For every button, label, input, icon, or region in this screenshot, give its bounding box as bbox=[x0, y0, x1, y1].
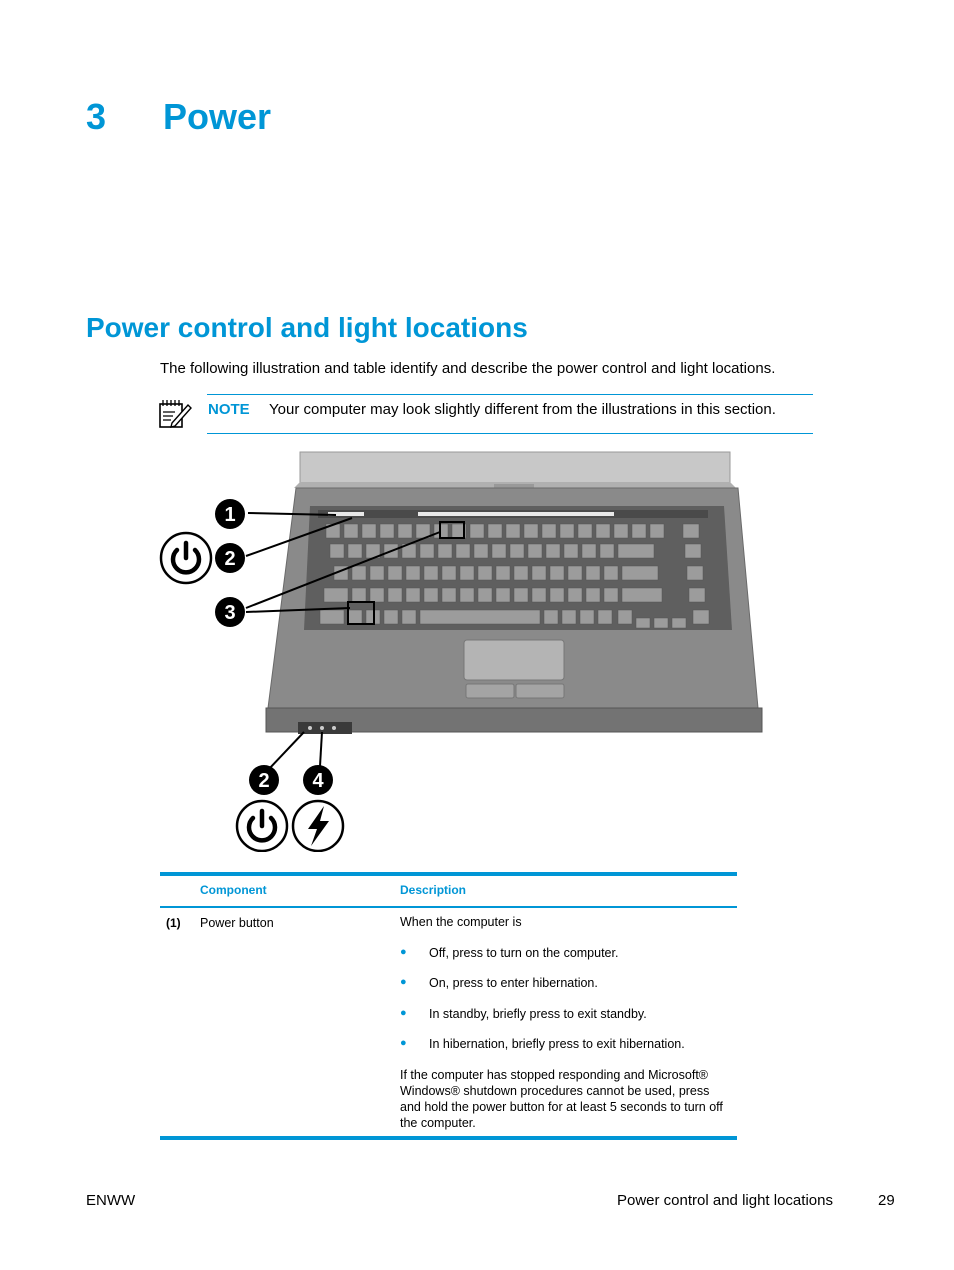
note-label: NOTE bbox=[208, 401, 250, 418]
bullet-dot: ● bbox=[400, 1007, 407, 1019]
table-bottom-rule bbox=[160, 1136, 737, 1140]
callout-4: 4 bbox=[312, 770, 324, 792]
row-id: (1) bbox=[166, 916, 181, 930]
power-symbol-icon bbox=[237, 801, 287, 851]
callout-2: 2 bbox=[224, 548, 236, 570]
lightning-bolt-icon bbox=[293, 801, 343, 851]
callout-2-lower: 2 bbox=[258, 770, 270, 792]
section-title: Power control and light locations bbox=[86, 312, 528, 343]
footer-section-title: Power control and light locations bbox=[617, 1192, 833, 1209]
bullet-item: In hibernation, briefly press to exit hibernation. bbox=[429, 1037, 685, 1051]
bullet-dot: ● bbox=[400, 976, 407, 988]
bullet-item: Off, press to turn on the computer. bbox=[429, 946, 619, 960]
row-component: Power button bbox=[200, 916, 274, 930]
table-header-rule bbox=[160, 906, 737, 908]
chapter-title: Power bbox=[163, 96, 272, 137]
bullet-item: In standby, briefly press to exit standby. bbox=[429, 1007, 647, 1021]
table-top-rule bbox=[160, 872, 737, 876]
intro-paragraph: The following illustration and table identify and describe the power control and light locations. bbox=[160, 360, 776, 377]
bullet-dot: ● bbox=[400, 1037, 407, 1049]
callout-1: 1 bbox=[224, 504, 236, 526]
row-lead: When the computer is bbox=[400, 915, 522, 929]
row-paragraph: If the computer has stopped responding and Microsoft® Windows® shutdown procedures cannot be used, press and hold the power button for at least 5 seconds to turn off the computer. bbox=[400, 1068, 723, 1130]
laptop-illustration bbox=[158, 448, 768, 852]
footer-left: ENWW bbox=[86, 1192, 136, 1209]
bullet-item: On, press to enter hibernation. bbox=[429, 976, 598, 990]
header-component: Component bbox=[200, 883, 267, 897]
note-text: Your computer may look slightly different from the illustrations in this section. bbox=[269, 401, 776, 418]
note-pad-icon bbox=[158, 397, 192, 429]
header-description: Description bbox=[400, 883, 467, 897]
callout-3: 3 bbox=[224, 602, 236, 624]
power-symbol-icon bbox=[161, 533, 211, 583]
page-number: 29 bbox=[878, 1192, 895, 1209]
bullet-dot: ● bbox=[400, 946, 407, 958]
chapter-number: 3 bbox=[86, 96, 107, 137]
